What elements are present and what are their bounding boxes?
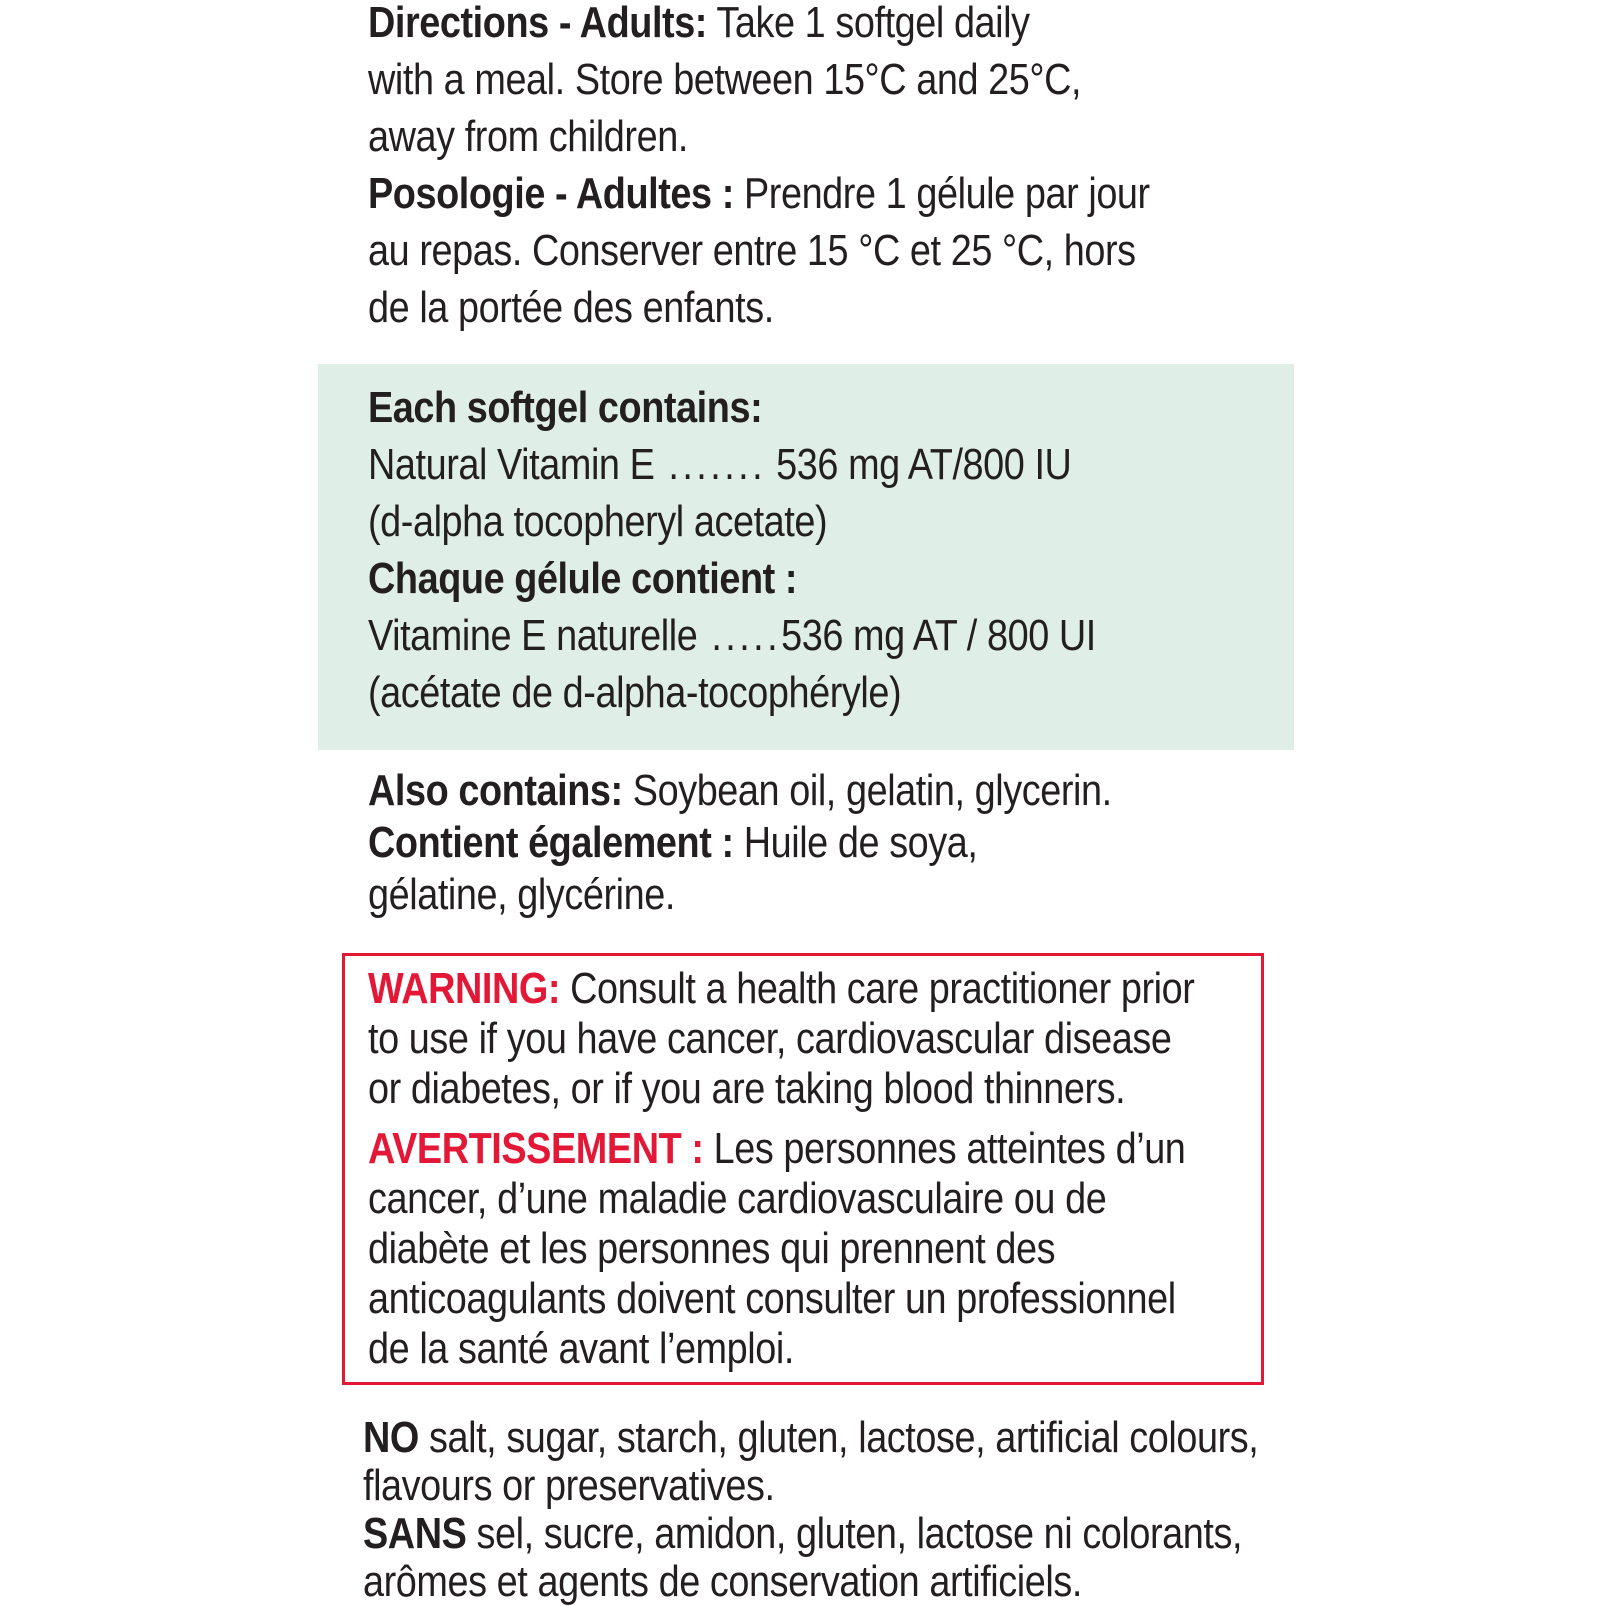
free-fr-text-1: sel, sucre, amidon, gluten, lactose ni colorants, bbox=[466, 1509, 1243, 1558]
contents-fr-amount: 536 mg AT / 800 UI bbox=[781, 611, 1096, 660]
directions-en-line-3: away from children. bbox=[368, 112, 688, 161]
directions-fr-line-2: au repas. Conserver entre 15 °C et 25 °C, hors bbox=[368, 226, 1136, 275]
contents-fr-dots: ..... bbox=[697, 611, 782, 660]
warning-en-line-3: or diabetes, or if you are taking blood thinners. bbox=[368, 1064, 1126, 1113]
contents-en-dots: ....... bbox=[654, 440, 767, 489]
directions-en-text-1: Take 1 softgel daily bbox=[706, 0, 1030, 47]
directions-fr-line-3: de la portée des enfants. bbox=[368, 283, 774, 332]
directions-fr-label: Posologie - Adultes : bbox=[368, 169, 734, 218]
directions-fr-line-1 bbox=[368, 165, 1150, 222]
contents-en-ingredient: Natural Vitamin E bbox=[368, 440, 655, 489]
free-fr-line-2: arômes et agents de conservation artificiels. bbox=[363, 1557, 1082, 1606]
free-en-line-1 bbox=[363, 1413, 1259, 1462]
directions-en-line-2: with a meal. Store between 15°C and 25°C, bbox=[368, 55, 1082, 104]
free-fr-label: SANS bbox=[363, 1509, 467, 1558]
warning-fr-line-5: de la santé avant l’emploi. bbox=[368, 1324, 794, 1373]
contents-en-ingredient-row bbox=[368, 436, 1142, 493]
directions-section bbox=[368, 0, 1150, 336]
contents-en-amount: 536 mg AT/800 IU bbox=[766, 440, 1072, 489]
also-fr-line-1 bbox=[368, 817, 1142, 869]
warning-section bbox=[368, 964, 1195, 1374]
also-fr-text-1: Huile de soya, bbox=[733, 818, 978, 867]
contents-en-heading-text: Each softgel contains: bbox=[368, 383, 763, 432]
contents-fr-heading-text: Chaque gélule contient : bbox=[368, 554, 798, 603]
contents-fr-ingredient: Vitamine E naturelle bbox=[368, 611, 698, 660]
warning-fr-line-1 bbox=[368, 1124, 1186, 1174]
directions-en-label: Directions - Adults: bbox=[368, 0, 707, 47]
contents-en-heading bbox=[368, 379, 1142, 436]
warning-en-line-2: to use if you have cancer, cardiovascular disease bbox=[368, 1014, 1172, 1063]
warning-fr-label: AVERTISSEMENT : bbox=[368, 1124, 704, 1173]
contents-en-form: (d-alpha tocopheryl acetate) bbox=[368, 497, 828, 546]
also-contains-section bbox=[368, 765, 1142, 921]
warning-fr-line-2: cancer, d’une maladie cardiovasculaire ou de bbox=[368, 1174, 1107, 1223]
directions-en-line-1 bbox=[368, 0, 1142, 51]
contents-fr-heading bbox=[368, 550, 1142, 607]
contents-fr-ingredient-row bbox=[368, 607, 1142, 664]
also-en-text: Soybean oil, gelatin, glycerin. bbox=[622, 766, 1112, 815]
warning-fr-text-1: Les personnes atteintes d’un bbox=[703, 1124, 1186, 1173]
warning-fr-line-3: diabète et les personnes qui prennent des bbox=[368, 1224, 1056, 1273]
warning-fr-line-4: anticoagulants doivent consulter un professionnel bbox=[368, 1274, 1176, 1323]
warning-en-text-1: Consult a health care practitioner prior bbox=[560, 964, 1195, 1013]
also-en-label: Also contains: bbox=[368, 766, 623, 815]
free-en-text-1: salt, sugar, starch, gluten, lactose, artificial colours, bbox=[418, 1413, 1259, 1462]
free-en-line-2: flavours or preservatives. bbox=[363, 1461, 775, 1510]
free-fr-line-1 bbox=[363, 1509, 1243, 1558]
also-fr-line-2: gélatine, glycérine. bbox=[368, 870, 675, 919]
contents-section bbox=[368, 379, 1142, 721]
also-fr-label: Contient également : bbox=[368, 818, 734, 867]
free-from-section bbox=[363, 1413, 1259, 1606]
also-en-line bbox=[368, 765, 1142, 817]
free-en-label: NO bbox=[363, 1413, 419, 1462]
warning-en-label: WARNING: bbox=[368, 964, 561, 1013]
contents-fr-form: (acétate de d-alpha-tocophéryle) bbox=[368, 668, 902, 717]
warning-en-line-1 bbox=[368, 964, 1195, 1014]
directions-fr-text-1: Prendre 1 gélule par jour bbox=[733, 169, 1150, 218]
